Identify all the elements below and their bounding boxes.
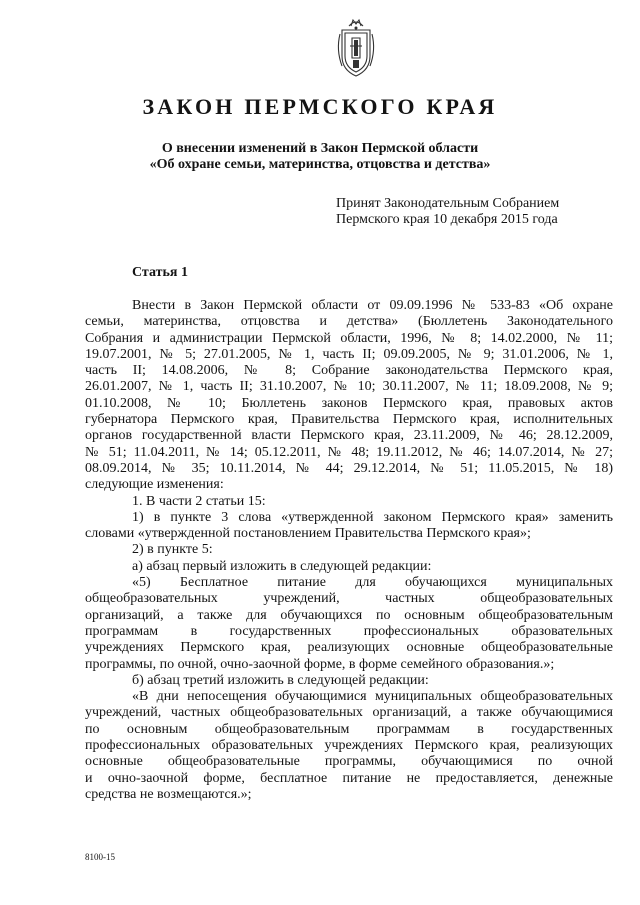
text-line: б) абзац третий изложить в следующей редакции:: [132, 672, 429, 688]
adoption-note: [336, 196, 559, 228]
text-line: «В дни непосещения обучающимися муниципальных общеобразовательных: [132, 689, 613, 705]
text-line: 1. В части 2 статьи 15:: [132, 493, 266, 509]
text-line: организаций, а также для обучающихся по основным общеобразовательным: [85, 607, 613, 623]
adoption-line: Пермского края 10 декабря 2015 года: [336, 212, 558, 227]
text-line: органов государственной власти Пермского края, 23.11.2009, № 46; 28.12.2009,: [85, 428, 613, 444]
text-line: основные общеобразовательные программы, обучающимися по очной: [85, 754, 613, 770]
subtitle-line: О внесении изменений в Закон Пермской области: [161, 141, 479, 156]
document-code: 8100-15: [85, 852, 115, 862]
document-subtitle: [0, 141, 640, 173]
text-line: 26.01.2007, № 1, часть II; 31.10.2007, № 10; 30.11.2007, № 11; 18.09.2008, № 9;: [85, 379, 613, 395]
text-line: семьи, материнства, отцовства и детства» (Бюллетень Законодательного: [85, 314, 613, 330]
text-line: 08.09.2014, № 35; 10.11.2014, № 44; 29.12.2014, № 51; 11.05.2015, № 18): [85, 460, 613, 476]
text-line: средства не возмещаются.»;: [85, 786, 252, 802]
text-line: программы, по очной, очно-заочной форме, в форме семейного образования.»;: [85, 656, 555, 672]
subtitle-line: «Об охране семьи, материнства, отцовства и детства»: [149, 157, 491, 172]
text-line: № 51; 11.04.2011, № 14; 05.12.2011, № 48; 19.11.2012, № 46; 14.07.2014, № 27;: [85, 444, 613, 460]
text-line: и очно-заочной форме, бесплатное питание не предоставляется, денежные: [85, 770, 613, 786]
text-line: а) абзац первый изложить в следующей редакции:: [132, 558, 432, 574]
text-line: 2) в пункте 5:: [132, 542, 213, 558]
adoption-line: Принят Законодательным Собранием: [336, 196, 560, 211]
text-line: словами «утвержденной постановлением Правительства Пермского края»;: [85, 526, 531, 542]
text-line: по основным общеобразовательным программам в государственных: [85, 721, 613, 737]
text-line: Собрания и администрации Пермской области, 1996, № 8; 14.02.2000, № 11;: [85, 330, 613, 346]
text-line: 1) в пункте 3 слова «утвержденной законом Пермского края» заменить: [132, 509, 613, 525]
text-line: учреждениях Пермского края, реализующих основные общеобразовательные: [85, 640, 613, 656]
document-title: ЗАКОН ПЕРМСКОГО КРАЯ: [142, 94, 498, 119]
text-line: губернатора Пермского края, Правительства Пермского края, исполнительных: [85, 412, 613, 428]
text-line: 01.10.2008, № 10; Бюллетень законов Пермского края, правовых актов: [85, 395, 613, 411]
text-line: учреждений, частных общеобразовательных организаций, а также обучающимися: [85, 705, 613, 721]
text-line: «5) Бесплатное питание для обучающихся муниципальных: [132, 575, 613, 591]
text-line: 19.07.2001, № 5; 27.01.2005, № 1, часть II; 09.09.2005, № 9; 31.01.2006, № 1,: [85, 346, 613, 362]
text-line: профессиональных образовательных учреждениях Пермского края, реализующих: [85, 738, 613, 754]
article-heading: Статья 1: [132, 265, 188, 280]
text-line: общеобразовательных учреждений, частных общеобразовательных: [85, 591, 613, 607]
text-line: Внести в Закон Пермской области от 09.09.1996 № 533-83 «Об охране: [132, 298, 613, 313]
text-line: следующие изменения:: [85, 477, 224, 493]
coat-of-arms-emblem: [332, 16, 380, 82]
text-line: часть II; 14.08.2006, № 8; Собрание законодательства Пермского края,: [85, 363, 613, 379]
article-body: [85, 298, 613, 803]
text-line: программам в государственных профессиональных образовательных: [85, 623, 613, 639]
